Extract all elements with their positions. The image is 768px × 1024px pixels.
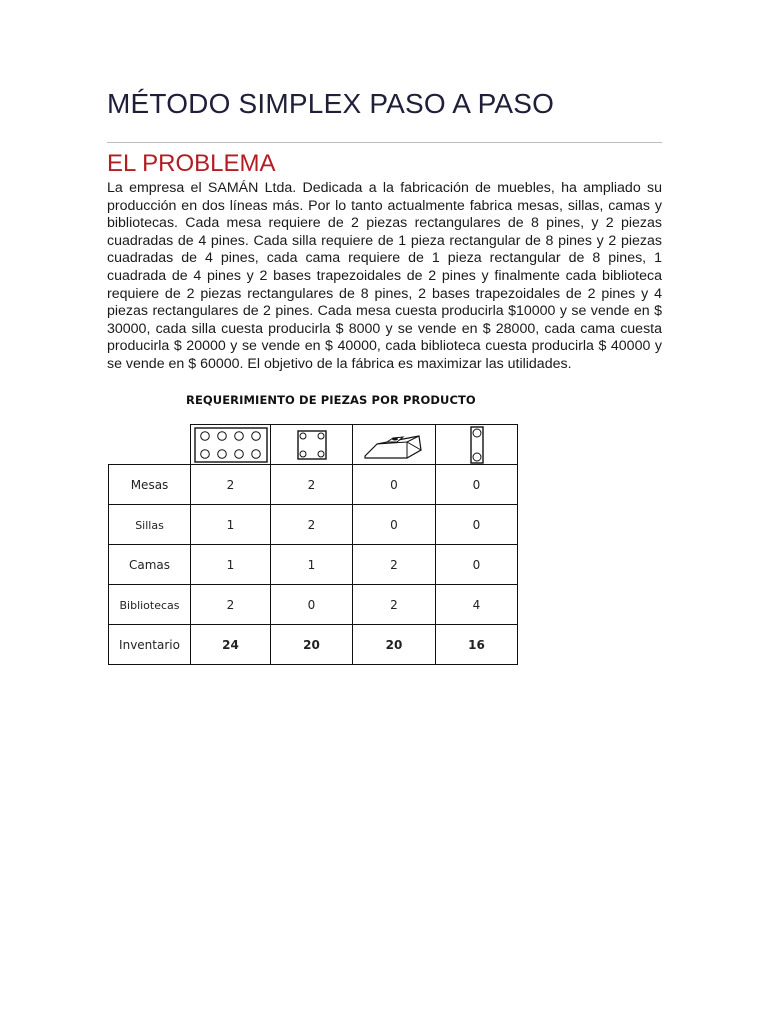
table-row <box>109 545 518 585</box>
table-cell: 1 <box>271 545 353 585</box>
page-title: MÉTODO SIMPLEX PASO A PASO <box>107 88 555 119</box>
trapezoidal-2-pin-base-icon <box>363 428 425 462</box>
title-divider <box>107 142 662 143</box>
table-row <box>109 465 518 505</box>
rectangular-2-pin-piece-icon <box>469 426 485 464</box>
row-label: Mesas <box>109 465 191 505</box>
column-header-rect8 <box>191 425 271 465</box>
table-cell: 0 <box>353 465 436 505</box>
table-cell: 2 <box>353 545 436 585</box>
table-cell: 4 <box>436 585 518 625</box>
table-cell: 24 <box>191 625 271 665</box>
table-corner-blank <box>109 425 191 465</box>
table-cell: 2 <box>191 585 271 625</box>
rectangular-8-pin-piece-icon <box>194 427 268 463</box>
table-cell: 2 <box>271 465 353 505</box>
requirements-table <box>108 424 518 665</box>
table-cell: 0 <box>436 505 518 545</box>
table-cell: 16 <box>436 625 518 665</box>
column-header-square4 <box>271 425 353 465</box>
section-title: EL PROBLEMA <box>107 150 276 177</box>
table-cell: 20 <box>271 625 353 665</box>
square-4-pin-piece-icon <box>296 429 328 461</box>
problem-statement: La empresa el SAMÁN Ltda. Dedicada a la fabricación de muebles, ha ampliado su producción en dos líneas más. Por lo tanto actualmente fabrica mesas, sillas, camas y bibliotecas. Cada mesa requiere de 2 piezas rectangulares de 8 pines, y 2 piezas cuadradas de 4 pines. Cada silla requiere de 1 pieza rectangular de 8 pines y 2 piezas cuadradas de 4 pines, cada cama requiere de 1 pieza rectangular de 8 pines, 1 cuadrada de 4 pines y 2 bases trapezoidales de 2 pines y finalmente cada biblioteca requiere de 2 piezas rectangulares de 8 pines, 2 bases trapezoidales de 2 pines y 4 piezas rectangulares de 2 pines. Cada mesa cuesta producirla $10000 y se vende en $ 30000, cada silla cuesta producirla $ 8000 y se vende en $ 28000, cada cama cuesta producirla $ 20000 y se vende en $ 40000, cada biblioteca cuesta producirla $ 40000 y se vende en $ 60000. El objetivo de la fábrica es maximizar las utilidades. <box>107 180 662 372</box>
table-cell: 0 <box>353 505 436 545</box>
table-cell: 1 <box>191 545 271 585</box>
table-cell: 2 <box>191 465 271 505</box>
table-cell: 0 <box>271 585 353 625</box>
row-label: Inventario <box>109 625 191 665</box>
table-cell: 0 <box>436 465 518 505</box>
row-label: Camas <box>109 545 191 585</box>
table-cell: 0 <box>436 545 518 585</box>
table-total-row <box>109 625 518 665</box>
table-cell: 2 <box>271 505 353 545</box>
row-label: Sillas <box>109 505 191 545</box>
column-header-rect2 <box>436 425 518 465</box>
table-row <box>109 585 518 625</box>
table-cell: 20 <box>353 625 436 665</box>
column-header-trapezoid2 <box>353 425 436 465</box>
table-cell: 1 <box>191 505 271 545</box>
table-caption: REQUERIMIENTO DE PIEZAS POR PRODUCTO <box>186 393 476 407</box>
table-row <box>109 505 518 545</box>
table-cell: 2 <box>353 585 436 625</box>
row-label: Bibliotecas <box>109 585 191 625</box>
table-header-row <box>109 425 518 465</box>
